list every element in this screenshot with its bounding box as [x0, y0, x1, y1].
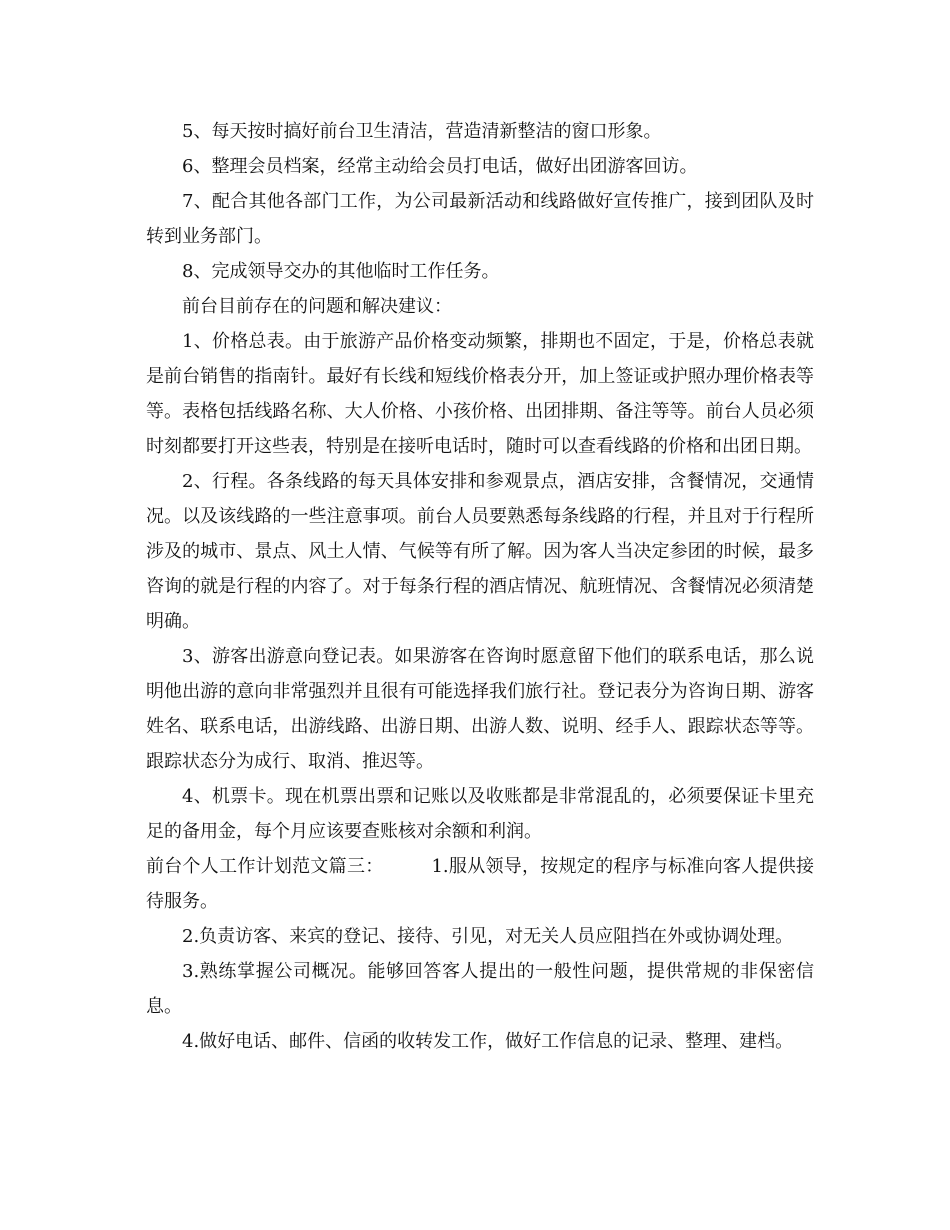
- section3-item-4: 4.做好电话、邮件、信函的收转发工作，做好工作信息的记录、整理、建档。: [182, 1031, 794, 1052]
- paragraph-air-ticket-card: 4、机票卡。现在机票出票和记账以及收账都是非常混乱的，必须要保证卡里充足的备用金，每个月应该要查账核对余额和利润。: [146, 786, 814, 842]
- section3-item-2: 2.负责访客、来宾的登记、接待、引见，对无关人员应阻挡在外或协调处理。: [182, 926, 794, 947]
- section3-item-3: 3.熟练掌握公司概况。能够回答客人提出的一般性问题，提供常规的非保密信息。: [146, 961, 814, 1017]
- section3-paragraph: [146, 849, 814, 919]
- paragraph-item-5: 5、每天按时搞好前台卫生清洁，营造清新整洁的窗口形象。: [182, 121, 662, 142]
- section-heading-problems: 前台目前存在的问题和解决建议：: [182, 296, 452, 317]
- section3-title: 前台个人工作计划范文篇三：: [146, 856, 384, 877]
- document-body: [146, 114, 814, 1059]
- section3-item-1: 1.服从领导，按规定的程序与标准向客人提供接待服务。: [146, 856, 815, 912]
- paragraph-price-table: 1、价格总表。由于旅游产品价格变动频繁，排期也不固定，于是，价格总表就是前台销售的指南针。最好有长线和短线价格表分开，加上签证或护照办理价格表等等。表格包括线路名称、大人价格、小孩价格、出团排期、备注等等。前台人员必须时刻都要打开这些表，特别是在接听电话时，随时可以查看线路的价格和出团日期。: [146, 331, 814, 457]
- paragraph-item-8: 8、完成领导交办的其他临时工作任务。: [182, 261, 500, 282]
- paragraph-itinerary: 2、行程。各条线路的每天具体安排和参观景点，酒店安排，含餐情况，交通情况。以及该线路的一些注意事项。前台人员要熟悉每条线路的行程，并且对于行程所涉及的城市、景点、风土人情、气候等有所了解。因为客人当决定参团的时候，最多咨询的就是行程的内容了。对于每条行程的酒店情况、航班情况、含餐情况必须清楚明确。: [146, 471, 814, 632]
- paragraph-registration-form: 3、游客出游意向登记表。如果游客在咨询时愿意留下他们的联系电话，那么说明他出游的意向非常强烈并且很有可能选择我们旅行社。登记表分为咨询日期、游客姓名、联系电话，出游线路、出游日期、出游人数、说明、经手人、跟踪状态等等。跟踪状态分为成行、取消、推迟等。: [146, 646, 814, 772]
- paragraph-item-7: 7、配合其他各部门工作，为公司最新活动和线路做好宣传推广，接到团队及时转到业务部门。: [146, 191, 814, 247]
- paragraph-item-6: 6、整理会员档案，经常主动给会员打电话，做好出团游客回访。: [182, 156, 698, 177]
